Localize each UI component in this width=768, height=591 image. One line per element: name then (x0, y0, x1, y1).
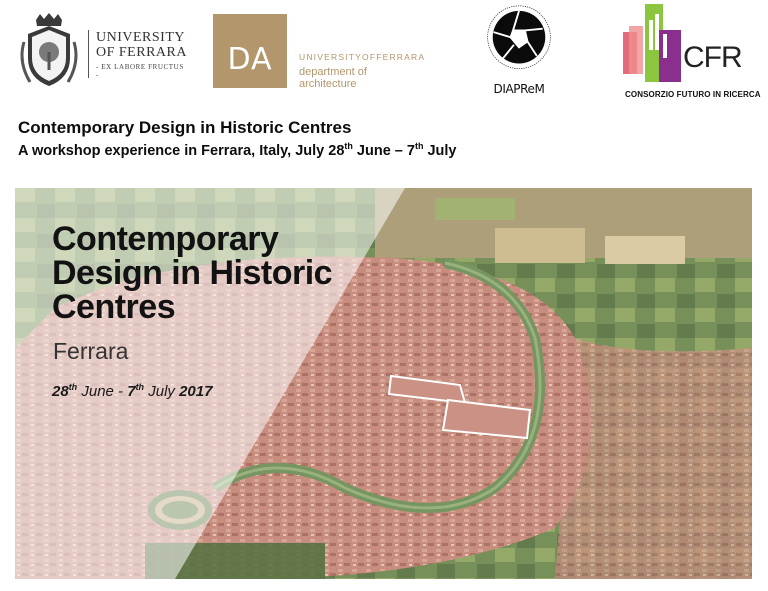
page-subtitle (18, 141, 457, 159)
date-month-2: July (144, 383, 180, 400)
logo-divider (88, 30, 89, 78)
poster-title (52, 222, 332, 324)
subtitle-mid: June – 7 (352, 142, 415, 159)
cfr-mark: CFR (683, 41, 742, 74)
poster-dates (52, 382, 212, 400)
date-sup-1: th (68, 382, 78, 392)
logo-band (0, 0, 768, 105)
da-mark: DA (227, 42, 273, 77)
university-name-line1: UNIVERSITY (96, 30, 185, 45)
poster-title-line2: Design in Historic (52, 254, 333, 292)
workshop-poster (15, 188, 752, 579)
university-motto: - EX LABORE FRUCTUS - (96, 63, 184, 79)
subtitle-prefix: A workshop experience in Ferrara, Italy, July 28 (18, 142, 345, 159)
subtitle-sup-2: th (414, 141, 424, 151)
date-year: 2017 (179, 383, 213, 400)
diaprem-logo[interactable] (474, 5, 564, 97)
diaprem-name: DIAPReM (493, 82, 545, 96)
date-sup-2: th (135, 382, 145, 392)
date-month-1: June - (77, 383, 128, 400)
date-day-1: 28 (52, 383, 69, 400)
subtitle-sup-1: th (344, 141, 353, 151)
poster-city: Ferrara (53, 338, 129, 364)
page-title: Contemporary Design in Historic Centres (18, 118, 352, 137)
subtitle-suffix: July (423, 142, 457, 159)
department-architecture-logo[interactable] (213, 14, 426, 90)
da-university-label: UNIVERSITYOFFERRARA (299, 52, 426, 62)
poster-title-line1: Contemporary (52, 220, 279, 258)
university-seal-icon (18, 12, 80, 90)
university-of-ferrara-logo[interactable] (18, 12, 188, 90)
university-name (96, 30, 188, 79)
date-day-2: 7 (127, 383, 136, 400)
poster-title-line3: Centres (52, 288, 176, 326)
da-department-label: department of architecture (299, 66, 367, 90)
university-name-line2: OF FERRARA (96, 45, 187, 60)
cfr-full-name: CONSORZIO FUTURO IN RICERCA (625, 90, 761, 99)
diaprem-aperture-icon (474, 5, 564, 83)
cfr-logo[interactable] (623, 4, 763, 98)
